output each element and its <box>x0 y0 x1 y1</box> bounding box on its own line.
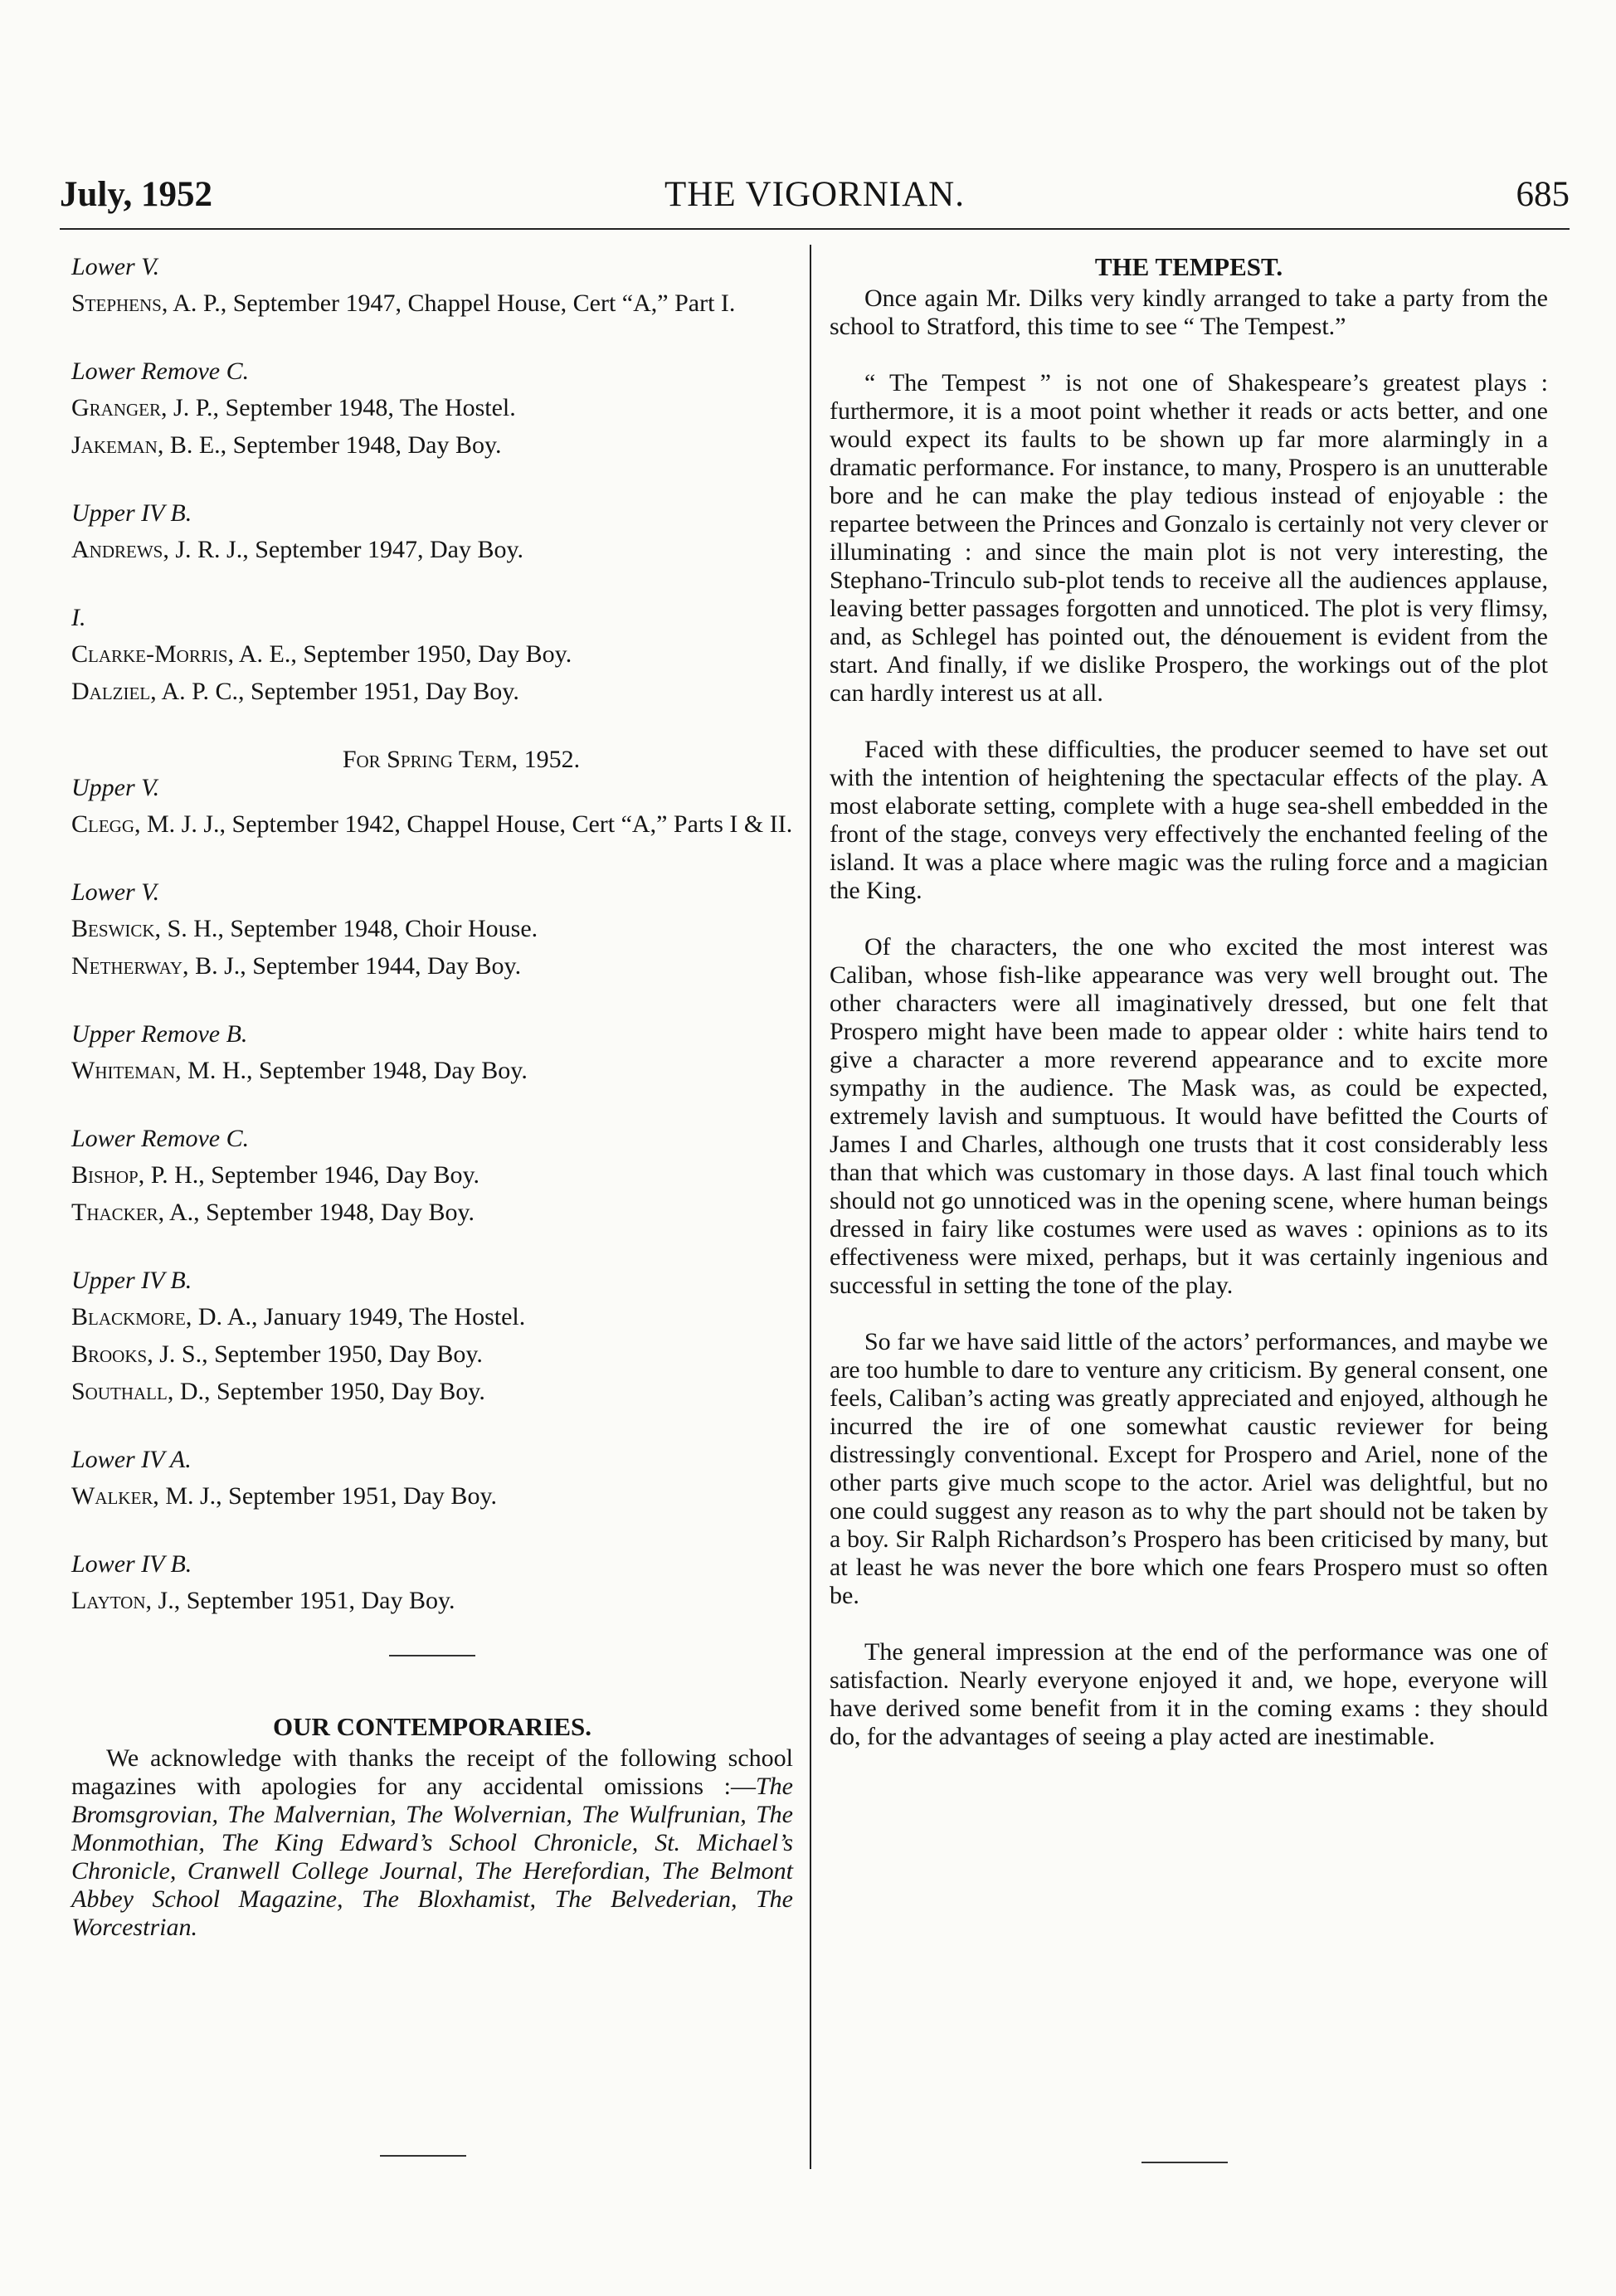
pupil-details: A. P. C., September 1951, Day Boy. <box>156 678 519 705</box>
pupil-surname: Brooks, <box>71 1340 153 1368</box>
pupil-surname: Clegg, <box>71 810 141 838</box>
article-paragraph: Once again Mr. Dilks very kindly arranged to take a party from the school to Stratford, this time to see “ The Tempest.” <box>830 285 1548 340</box>
pupil-entry <box>71 1199 793 1227</box>
column-divider <box>810 245 811 2169</box>
pupil-surname: Jakeman, <box>71 431 164 459</box>
pupil-surname: Andrews, <box>71 536 169 563</box>
tempest-article <box>830 285 1548 1751</box>
tempest-title: THE TEMPEST. <box>1094 252 1283 281</box>
pupil-details: A. P., September 1947, Chappel House, Cert “A,” Part I. <box>168 289 736 317</box>
issue-date: July, 1952 <box>60 175 212 214</box>
form-group <box>71 499 793 564</box>
pupil-entry <box>71 1378 793 1406</box>
pupil-surname: Clarke-Morris, <box>71 640 235 668</box>
form-heading: I. <box>71 604 86 631</box>
page-header <box>60 170 1570 220</box>
pupil-entry <box>71 1161 793 1189</box>
form-heading: Lower Remove C. <box>71 1125 250 1152</box>
right-column <box>830 253 1548 1751</box>
form-heading: Lower V. <box>71 878 160 906</box>
article-paragraph: The general impression at the end of the performance was one of satisfaction. Nearly everyone enjoyed it and, we hope, everyone will have derived some benefit from it in the coming exams : they should do, for the advantages of seeing a play acted are inestimable. <box>830 1638 1548 1750</box>
term-heading: For Spring Term, 1952. <box>342 746 581 773</box>
admissions-list <box>71 253 793 706</box>
pupil-entry <box>71 536 793 564</box>
form-heading: Lower V. <box>71 253 160 280</box>
form-group <box>71 1125 793 1227</box>
form-heading: Upper IV B. <box>71 499 192 527</box>
pupil-surname: Netherway, <box>71 952 189 980</box>
form-group <box>71 1267 793 1406</box>
form-heading: Upper V. <box>71 774 160 801</box>
pupil-entry <box>71 289 793 318</box>
end-rule-left <box>380 2155 466 2157</box>
magazine-list: The Bromsgrovian, The Malvernian, The Wolvernian, The Wulfrunian, The Monmothian, The King Edward’s School Chronicle, St. Michael’s Chronicle, Cranwell College Journal, The Herefordian, The Belmont Abbey School Magazine, The Bloxhamist, The Belvederian, The Worcestrian. <box>71 1773 793 1941</box>
form-group <box>71 1446 793 1510</box>
left-column <box>71 253 793 1942</box>
form-heading: Lower Remove C. <box>71 358 250 385</box>
pupil-details: A. E., September 1950, Day Boy. <box>234 640 572 668</box>
article-paragraph: So far we have said little of the actors’ performances, and maybe we are too humble to dare to venture any criticism. By general consent, one feels, Caliban’s acting was greatly appreciated and enjoyed, although he incurred the ire of one somewhat caustic reviewer for being distressingly conventional. Except for Prospero and Ariel, none of the other parts give much scope to the actor. Ariel was delightful, but no one could suggest any reason as to why the part should not be taken by a boy. Sir Ralph Richardson’s Prospero has been criticised by many, but at least he was never the bore which one fears Prospero must so often be. <box>830 1328 1548 1609</box>
pupil-details: P. H., September 1946, Day Boy. <box>144 1161 480 1189</box>
pupil-surname: Southall, <box>71 1378 174 1405</box>
form-group <box>71 774 793 839</box>
pupil-details: J. R. J., September 1947, Day Boy. <box>168 536 524 563</box>
section-divider <box>389 1655 475 1656</box>
pupil-surname: Beswick, <box>71 915 162 942</box>
contemporaries-intro: We acknowledge with thanks the receipt of the following school magazines with apologies for any accidental omissions :— <box>71 1744 793 1800</box>
article-paragraph: Of the characters, the one who excited the most interest was Caliban, whose fish-like appearance was very well brought out. The other characters were all imaginatively dressed, but one felt that Prospero might have been made to appear older : white hairs tend to give a character a more reverend appearance and to excite more sympathy in the audience. The Mask was, as could be expected, extremely lavish and sumptuous. It would have befitted the Courts of James I and Charles, although one trusts that it cost considerably less than that which was customary in those days. A last final touch which should not go unnoticed was in the opening scene, where human beings dressed in fairy like costumes were used as waves : opinions as to its effectiveness were mixed, perhaps, but it was certainly ingenious and successful in setting the tone of the play. <box>830 933 1548 1299</box>
pupil-entry <box>71 431 793 460</box>
pupil-surname: Granger, <box>71 394 168 421</box>
form-group <box>71 1020 793 1085</box>
header-rule <box>60 228 1570 230</box>
form-heading: Lower IV A. <box>71 1446 192 1473</box>
pupil-surname: Stephens, <box>71 289 168 317</box>
form-heading: Upper Remove B. <box>71 1020 248 1048</box>
pupil-surname: Thacker, <box>71 1199 165 1226</box>
admissions-list-spring <box>71 774 793 1615</box>
pupil-entry <box>71 915 793 943</box>
pupil-details: S. H., September 1948, Choir House. <box>161 915 538 942</box>
pupil-entry <box>71 1340 793 1369</box>
pupil-details: J. S., September 1950, Day Boy. <box>153 1340 483 1368</box>
pupil-surname: Blackmore, <box>71 1303 192 1330</box>
pupil-entry <box>71 952 793 980</box>
form-group <box>71 878 793 980</box>
form-group <box>71 253 793 318</box>
pupil-entry <box>71 1587 793 1615</box>
contemporaries-title: OUR CONTEMPORARIES. <box>272 1712 592 1741</box>
form-heading: Lower IV B. <box>71 1550 192 1578</box>
magazine-title: THE VIGORNIAN. <box>664 175 965 214</box>
pupil-details: M. J. J., September 1942, Chappel House, Cert “A,” Parts I & II. <box>140 810 793 838</box>
pupil-details: D. A., January 1949, The Hostel. <box>192 1303 526 1330</box>
pupil-details: B. E., September 1948, Day Boy. <box>163 431 502 459</box>
page-number: 685 <box>1516 175 1570 214</box>
pupil-details: M. H., September 1948, Day Boy. <box>181 1057 528 1084</box>
end-rule-right <box>1141 2162 1228 2163</box>
article-paragraph: Faced with these difficulties, the producer seemed to have set out with the intention of heightening the spectacular effects of the play. A most elaborate setting, complete with a huge sea-shell embedded in the front of the stage, conveys very effectively the enchanted feeling of the island. It was a place where magic was the ruling force and a magician the King. <box>830 736 1548 904</box>
pupil-entry <box>71 1482 793 1510</box>
form-group <box>71 604 793 706</box>
pupil-surname: Walker, <box>71 1482 159 1510</box>
form-group <box>71 1550 793 1615</box>
pupil-details: A., September 1948, Day Boy. <box>164 1199 475 1226</box>
pupil-surname: Dalziel, <box>71 678 157 705</box>
pupil-details: M. J., September 1951, Day Boy. <box>158 1482 497 1510</box>
form-group <box>71 358 793 460</box>
pupil-surname: Layton, <box>71 1587 153 1614</box>
pupil-entry <box>71 1303 793 1331</box>
pupil-details: D., September 1950, Day Boy. <box>173 1378 485 1405</box>
pupil-details: J. P., September 1948, The Hostel. <box>167 394 516 421</box>
form-heading: Upper IV B. <box>71 1267 192 1294</box>
pupil-entry <box>71 1057 793 1085</box>
pupil-surname: Bishop, <box>71 1161 145 1189</box>
pupil-entry <box>71 640 793 669</box>
pupil-entry <box>71 810 793 839</box>
pupil-entry <box>71 678 793 706</box>
pupil-details: J., September 1951, Day Boy. <box>152 1587 455 1614</box>
pupil-details: B. J., September 1944, Day Boy. <box>188 952 522 980</box>
article-paragraph: “ The Tempest ” is not one of Shakespeare’s greatest plays : furthermore, it is a moot point whether it reads or acts better, and one would expect its faults to be shown up far more alarmingly in a dramatic performance. For instance, to many, Prospero is an unutterable bore and he can make the play tedious instead of enjoyable : the repartee between the Princes and Gonzalo is certainly not very clever or illuminating : and since the main plot is not very interesting, the Stephano-Trinculo sub-plot tends to receive all the audiences applause, leaving better passages forgotten and unnoticed. The plot is very flimsy, and, as Schlegel has pointed out, the dénouement is evident from the start. And finally, if we dislike Prospero, the workings out of the plot can hardly interest us at all. <box>830 369 1548 707</box>
pupil-surname: Whiteman, <box>71 1057 182 1084</box>
contemporaries-paragraph <box>71 1744 793 1942</box>
pupil-entry <box>71 394 793 422</box>
